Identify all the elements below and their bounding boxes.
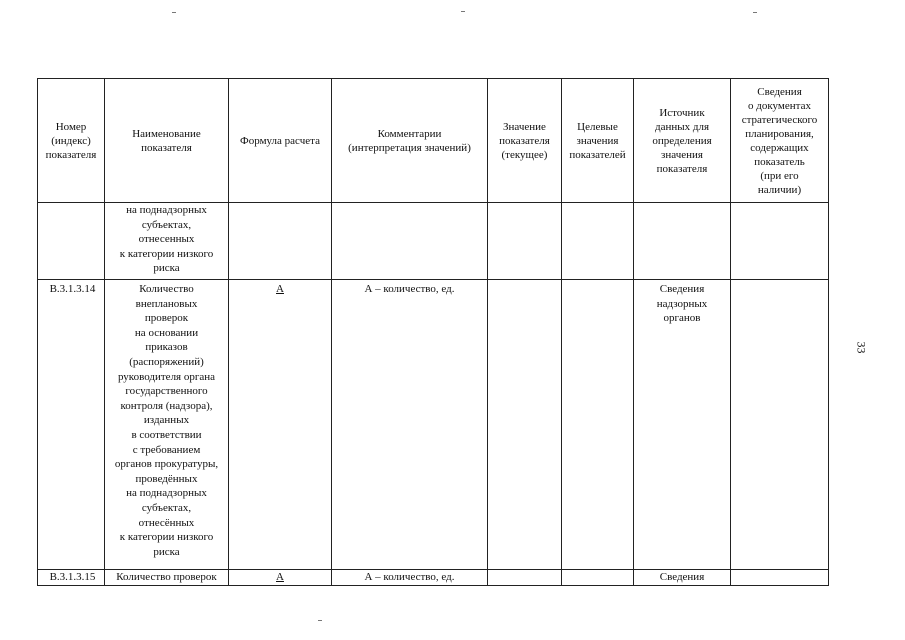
header-formula: Формула расчета: [229, 79, 332, 203]
cell-formula: A: [229, 570, 332, 586]
cell-formula: [229, 203, 332, 280]
cell-strategic-docs: [731, 570, 829, 586]
cell-name: Количество внеплановых проверок на основании приказов (распоряжений) руководителя органа государственного контроля (надзора), изданных в соответствии с требованием органов прокуратуры, проведённых на поднадзорных субъектах, отнесённых к категории низкого риска: [105, 280, 229, 570]
scan-speck: [461, 11, 465, 12]
cell-data-source: [634, 203, 731, 280]
header-index: Номер (индекс) показателя: [38, 79, 105, 203]
cell-current-value: [488, 570, 562, 586]
cell-current-value: [488, 203, 562, 280]
cell-comment: А – количество, ед.: [332, 280, 488, 570]
cell-index: B.3.1.3.14: [38, 280, 105, 570]
header-name: Наименование показателя: [105, 79, 229, 203]
scan-speck: [318, 620, 322, 621]
scan-speck: [753, 12, 757, 13]
table-row: [38, 203, 829, 280]
page-number: 33: [854, 341, 869, 354]
header-current-value: Значение показателя (текущее): [488, 79, 562, 203]
indicators-table: [37, 78, 829, 586]
table-row: [38, 280, 829, 570]
cell-target-values: [562, 203, 634, 280]
cell-data-source: Сведения надзорных органов: [634, 280, 731, 570]
cell-strategic-docs: [731, 203, 829, 280]
cell-formula: A: [229, 280, 332, 570]
cell-comment: А – количество, ед.: [332, 570, 488, 586]
header-strategic-docs: Сведения о документах стратегического планирования, содержащих показатель (при его наличии): [731, 79, 829, 203]
cell-comment: [332, 203, 488, 280]
cell-index: [38, 203, 105, 280]
cell-data-source: Сведения: [634, 570, 731, 586]
header-comment: Комментарии (интерпретация значений): [332, 79, 488, 203]
cell-target-values: [562, 280, 634, 570]
cell-target-values: [562, 570, 634, 586]
header-target-values: Целевые значения показателей: [562, 79, 634, 203]
header-data-source: Источник данных для определения значения показателя: [634, 79, 731, 203]
cell-current-value: [488, 280, 562, 570]
scan-speck: [172, 12, 176, 13]
cell-name: Количество проверок: [105, 570, 229, 586]
table-row: [38, 570, 829, 586]
cell-strategic-docs: [731, 280, 829, 570]
cell-name: на поднадзорных субъектах, отнесенных к категории низкого риска: [105, 203, 229, 280]
cell-index: B.3.1.3.15: [38, 570, 105, 586]
header-row: [38, 79, 829, 203]
